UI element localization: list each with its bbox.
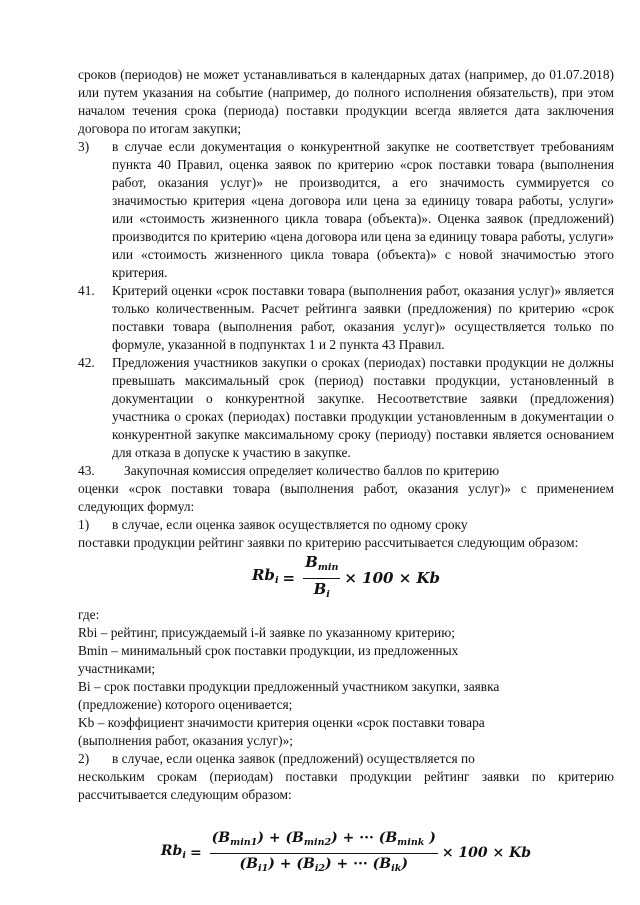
formula-fraction [303,553,340,604]
definition-bi: Bi – срок поставки продукции предложенный участником закупки, заявка (предложение) которого оценивается; [78,679,500,712]
subclause-1-text: в случае, если оценка заявок осуществляется по одному сроку [112,517,468,532]
clause-42-text: Предложения участников закупки о сроках (периодах) поставки продукции не должны превышать максимальный срок (период) поставки продукции, установленный в документации о конкурентной закупке. Несоответствие заявки (предложения) участника о сроках (периодах) поставки продукции установленным в документации о конкурентной закупке максимальному сроку (периоду) поставки является основанием для отказа в допуске к участию в закупке. [112,355,614,460]
formula-multiplier: × 100 × Kb [441,845,532,861]
clause-number: 3) [78,139,90,154]
equals-sign: = [282,569,296,587]
definition-kb: Kb – коэффициент значимости критерия оценки «срок поставки товара (выполнения работ, оказания услуг)»; [78,715,485,748]
fraction-numerator: $(B_{min1}) + (B_{min2})$ + ··· ($B_{mink}$ ) [210,829,438,854]
subclause-2-continuation: нескольким срокам (периодам) поставки продукции рейтинг заявки по критерию рассчитывается следующим образом: [78,769,614,802]
subclause-1 [78,516,614,534]
formula-lhs: $Rb_i$ [251,566,279,586]
formula-single-term [78,552,614,600]
formula-multiple-terms [78,830,614,876]
where-label: где: [78,607,100,622]
paragraph-intro: сроков (периодов) не может устанавливаться в календарных датах (например, до 01.07.2018) или путем указания на событие (например, до полного исполнения обязательств), при этом началом течения срока (периода) поставки продукции всегда является дата заключения договора по итогам закупки; [78,67,614,136]
fraction-denominator: $(B_{i1}) + (B_{i2})$ + ··· $(B_{ik})$ [239,855,408,874]
clause-number: 43. [78,463,95,478]
subclause-1-continuation: поставки продукции рейтинг заявки по критерию рассчитывается следующим образом: [78,535,579,550]
subclause-number: 2) [78,751,90,766]
document-page [78,66,614,876]
definition-bmin: Bmin – минимальный срок поставки продукции, из предложенных участниками; [78,643,459,676]
clause-41 [78,282,614,354]
clause-42 [78,354,614,462]
subclause-number: 1) [78,517,90,532]
equals-sign: = [189,845,202,861]
subclause-2-text: в случае, если оценка заявок (предложений) осуществляется по [112,751,475,766]
formula-multiplier: × 100 × Kb [344,569,441,587]
clause-text [112,138,614,282]
clause-43 [78,462,614,480]
clause-3-text: в случае если документация о конкурентной закупке не соответствует требованиям пункта 40 Правил, оценка заявок по критерию «срок поставки товара (выполнения работ, оказания услуг)» не производится, а его значимость суммируется со значимостью критерия «цена договора или цена за единицу товара работы, услуги» или «стоимость жизненного цикла товара (объекта)». Оценка заявок (предложений) производится по критерию «цена договора или цена за единицу товара работы, услуги» или «стоимость жизненного цикла товара (объекта)» с новой значимостью этого критерия. [112,139,614,280]
formula-lhs: $Rb_i$ [160,842,186,861]
clause-43-text: Закупочная комиссия определяет количество баллов по критерию [124,463,500,478]
fraction-denominator: $B_i$ [313,579,330,600]
subclause-2 [78,750,614,768]
clause-43-continuation: оценки «срок поставки товара (выполнения работ, оказания услуг)» с применением следующих формул: [78,481,614,514]
fraction-numerator: $B_{min}$ [303,553,340,579]
clause-number: 41. [78,283,95,298]
clause-41-text: Критерий оценки «срок поставки товара (выполнения работ, оказания услуг)» является только количественным. Расчет рейтинга заявки (предложения) по критерию «срок поставки товара (выполнения работ, оказания услуг)» осуществляется только по формуле, указанной в подпунктах 1 и 2 пункта 43 Правил. [112,283,614,352]
definition-rbi: Rbi – рейтинг, присуждаемый i-й заявке по указанному критерию; [78,625,455,640]
clause-3 [78,138,614,282]
clause-number: 42. [78,355,95,370]
formula-fraction [210,829,438,878]
